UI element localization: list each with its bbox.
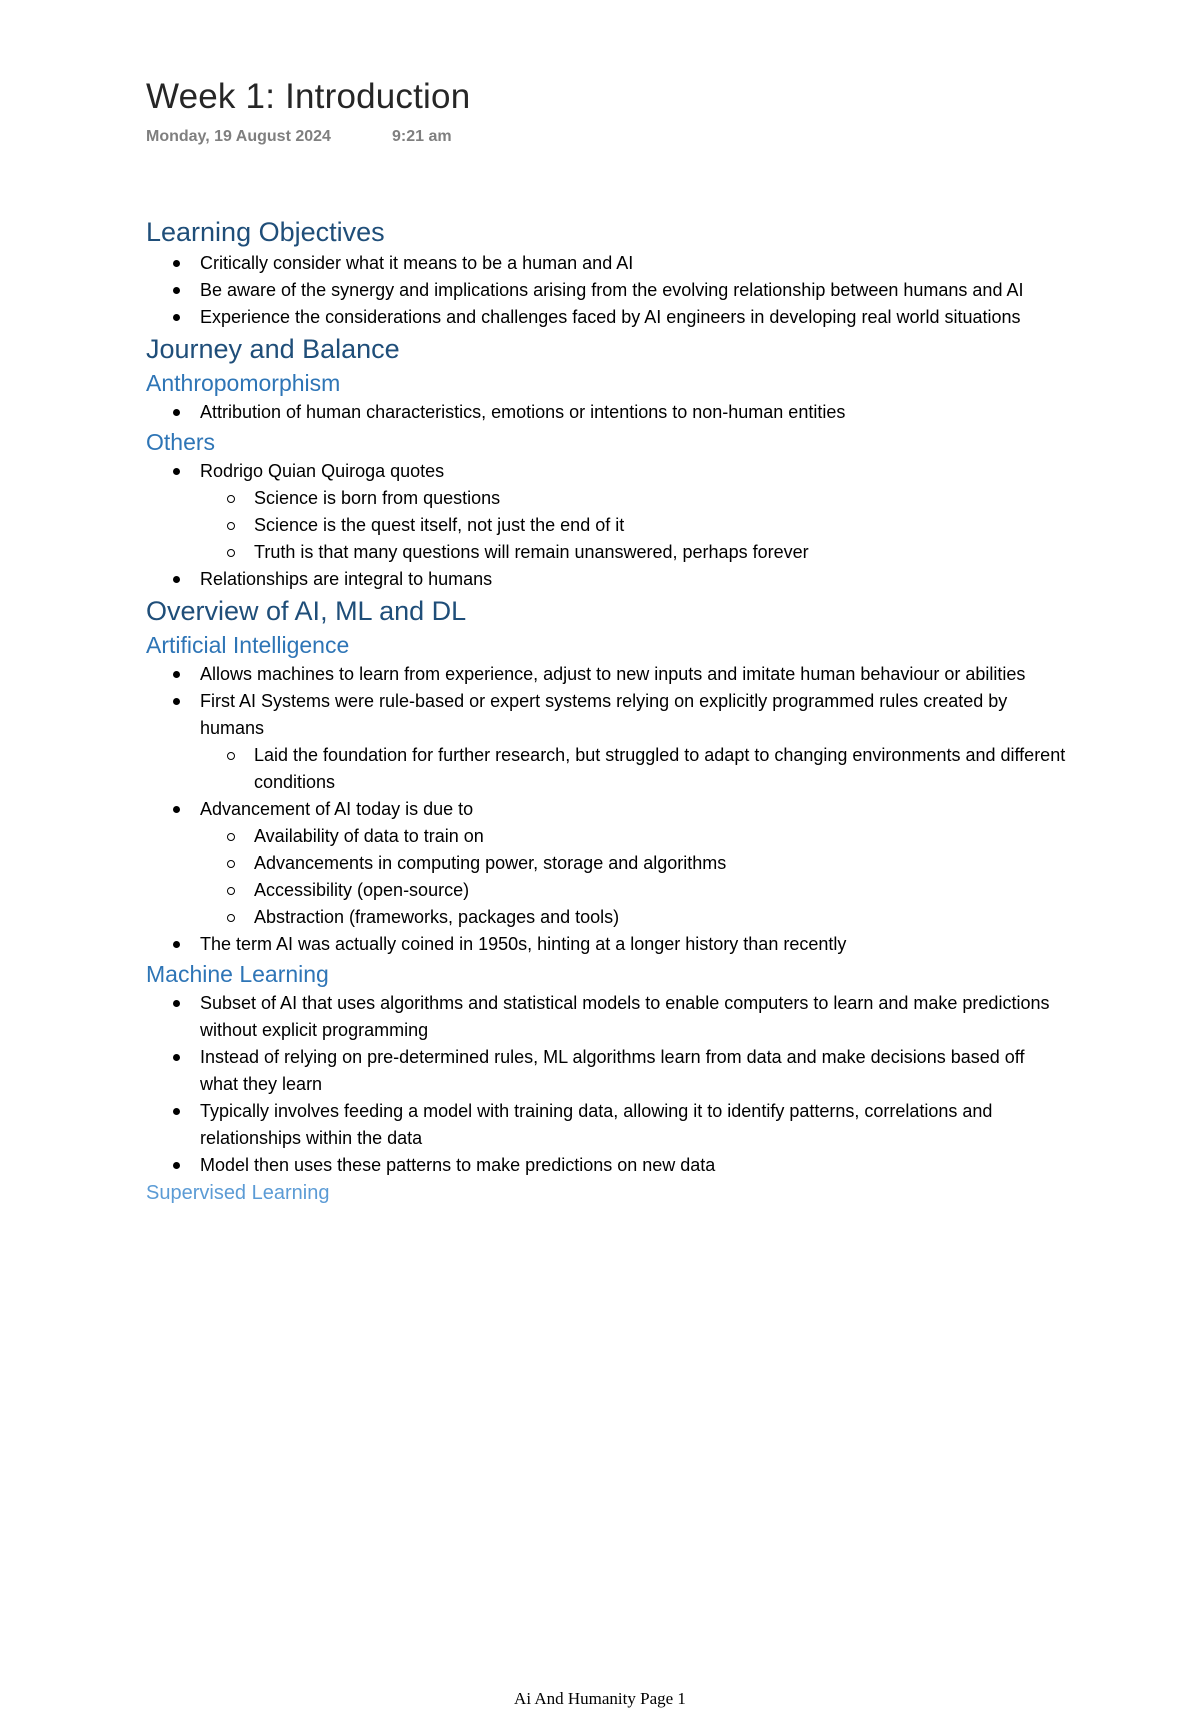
- list-item: [146, 458, 1066, 566]
- list-item: Instead of relying on pre-determined rules, ML algorithms learn from data and make decisions based off what they learn: [146, 1044, 1066, 1098]
- sublist-item: Laid the foundation for further research, but struggled to adapt to changing environments and different conditions: [200, 742, 1066, 796]
- others-list: [146, 458, 1066, 593]
- list-item-text: First AI Systems were rule-based or expert systems relying on explicitly programmed rules created by humans: [200, 691, 1008, 738]
- list-item: Model then uses these patterns to make predictions on new data: [146, 1152, 1066, 1179]
- list-item: Typically involves feeding a model with training data, allowing it to identify patterns, correlations and relationships within the data: [146, 1098, 1066, 1152]
- page-time: 9:21 am: [392, 128, 452, 145]
- list-item: Subset of AI that uses algorithms and statistical models to enable computers to learn and make predictions without explicit programming: [146, 990, 1066, 1044]
- heading-journey-and-balance: Journey and Balance: [146, 334, 400, 364]
- list-item: Relationships are integral to humans: [146, 566, 1066, 593]
- page-meta: [146, 128, 1066, 150]
- heading-supervised-learning: Supervised Learning: [146, 1182, 330, 1204]
- heading-learning-objectives: Learning Objectives: [146, 217, 385, 247]
- sublist-item: Science is the quest itself, not just the end of it: [200, 512, 1066, 539]
- list-item: Critically consider what it means to be a human and AI: [146, 250, 1066, 277]
- list-item: [146, 688, 1066, 796]
- page-date: Monday, 19 August 2024: [146, 128, 331, 145]
- page-title: Week 1: Introduction: [146, 77, 471, 116]
- ml-list: [146, 990, 1066, 1179]
- anthropomorphism-list: [146, 399, 1066, 426]
- sublist-item: Accessibility (open-source): [200, 877, 1066, 904]
- list-item: The term AI was actually coined in 1950s, hinting at a longer history than recently: [146, 931, 1066, 958]
- list-item: Attribution of human characteristics, emotions or intentions to non-human entities: [146, 399, 1066, 426]
- quotes-sublist: [146, 485, 1066, 566]
- list-item-text: Advancement of AI today is due to: [200, 799, 474, 819]
- learning-objectives-list: [146, 250, 1066, 331]
- list-item-text: Rodrigo Quian Quiroga quotes: [200, 461, 445, 481]
- list-item: Be aware of the synergy and implications arising from the evolving relationship between humans and AI: [146, 277, 1066, 304]
- advancement-sublist: [146, 823, 1066, 931]
- heading-others: Others: [146, 429, 216, 455]
- list-item: Allows machines to learn from experience, adjust to new inputs and imitate human behaviour or abilities: [146, 661, 1066, 688]
- sublist-item: Truth is that many questions will remain unanswered, perhaps forever: [200, 539, 1066, 566]
- heading-anthropomorphism: Anthropomorphism: [146, 370, 341, 396]
- list-item: Experience the considerations and challenges faced by AI engineers in developing real world situations: [146, 304, 1066, 331]
- rule-based-sublist: [146, 742, 1066, 796]
- ai-list: [146, 661, 1066, 958]
- heading-overview: Overview of AI, ML and DL: [146, 596, 467, 626]
- sublist-item: Availability of data to train on: [200, 823, 1066, 850]
- sublist-item: Advancements in computing power, storage and algorithms: [200, 850, 1066, 877]
- heading-artificial-intelligence: Artificial Intelligence: [146, 632, 350, 658]
- page-footer: Ai And Humanity Page 1: [514, 1689, 686, 1708]
- sublist-item: Science is born from questions: [200, 485, 1066, 512]
- list-item: [146, 796, 1066, 931]
- document-page: [146, 72, 1066, 1207]
- heading-machine-learning: Machine Learning: [146, 961, 329, 987]
- sublist-item: Abstraction (frameworks, packages and tools): [200, 904, 1066, 931]
